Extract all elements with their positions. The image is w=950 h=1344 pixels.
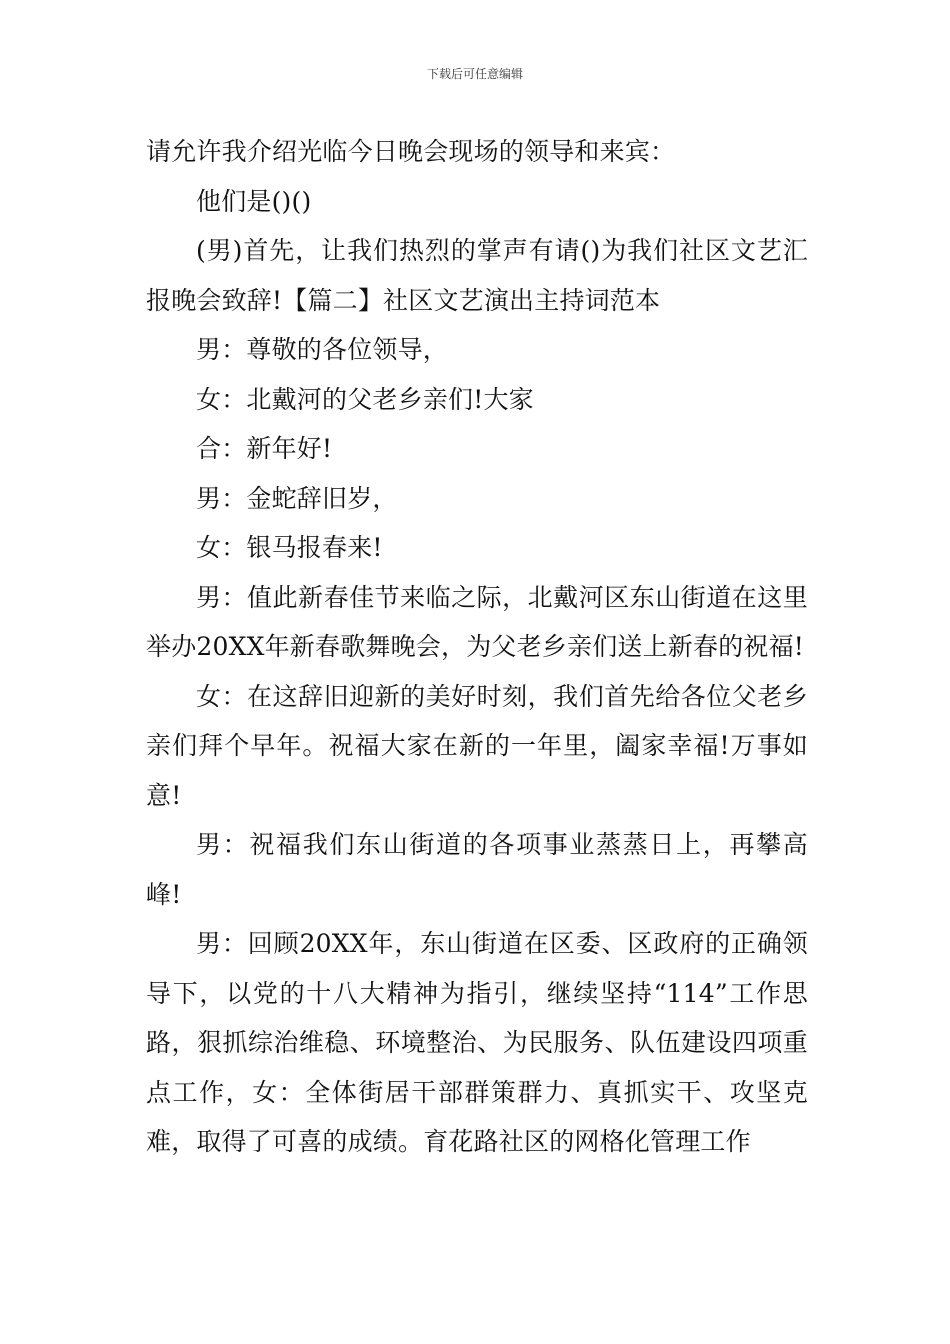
paragraph: 他们是()() [196,186,312,216]
paragraph: (男)首先，让我们热烈的掌声有请()为我们社区文艺汇报晚会致辞!【篇二】社区文艺演出主持词范本 [146,236,808,315]
paragraph: 男：尊敬的各位领导， [196,335,449,364]
paragraph: 男：值此新春佳节来临之际，北戴河区东山街道在这里举办20XX年新春歌舞晚会，为父老乡亲们送上新春的祝福! [146,582,808,661]
paragraph: 男：回顾20XX年，东山街道在区委、区政府的正确领导下，以党的十八大精神为指引，继续坚持“114”工作思路，狠抓综治维稳、环境整治、为民服务、队伍建设四项重点工作，女：全体街居干部群策群力、真抓实干、攻坚克难，取得了可喜的成绩。育花路社区的网格化管理工作 [146,929,808,1156]
document-body [146,127,808,1167]
paragraph-intro: 请允许我介绍光临今日晚会现场的领导和来宾： [146,137,676,166]
paragraph: 女：北戴河的父老乡亲们!大家 [196,384,534,414]
paragraph: 女：银马报春来! [196,533,383,562]
paragraph: 合：新年好! [196,434,333,463]
paragraph: 男：金蛇辞旧岁， [196,483,398,513]
paragraph: 女：在这辞旧迎新的美好时刻，我们首先给各位父老乡亲们拜个早年。祝福大家在新的一年里，阖家幸福!万事如意! [146,681,808,810]
paragraph: 男：祝福我们东山街道的各项事业蒸蒸日上，再攀高峰! [146,830,808,909]
page-header: 下载后可任意编辑 [426,67,523,81]
